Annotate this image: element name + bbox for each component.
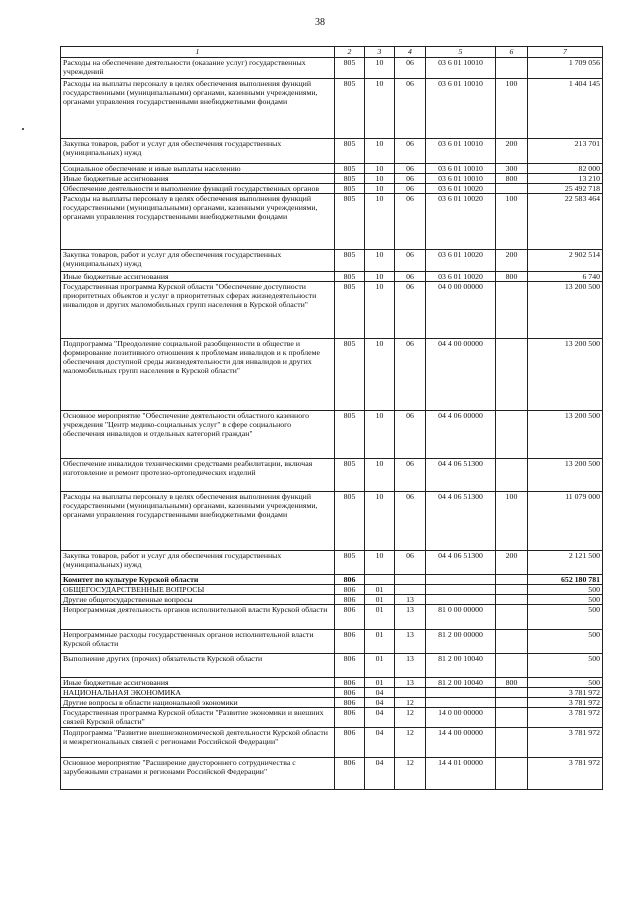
row-amount: 13 210 (528, 174, 603, 184)
row-subsection (395, 575, 426, 585)
row-ministry: 805 (335, 282, 365, 339)
row-expense-type: 800 (496, 272, 528, 282)
row-amount: 22 583 464 (528, 194, 603, 250)
table-row (61, 585, 603, 595)
row-expense-type (496, 654, 528, 678)
row-expense-type (496, 630, 528, 654)
row-name: Подпрограмма "Преодоление социальной разобщенности в обществе и формирование позитивного отношения к проблемам инвалидов и к проблеме обеспечения доступной среды жизнедеятельности для инвалидов и других маломобильных групп населения в Курской области" (61, 339, 335, 411)
row-expense-type (496, 184, 528, 194)
row-ministry: 805 (335, 272, 365, 282)
row-target: 03 6 01 10010 (426, 139, 496, 164)
header-cell: 5 (426, 47, 496, 58)
row-subsection: 06 (395, 164, 426, 174)
row-expense-type: 200 (496, 139, 528, 164)
row-section: 04 (365, 688, 395, 698)
row-ministry: 806 (335, 678, 365, 688)
header-cell: 2 (335, 47, 365, 58)
row-ministry: 805 (335, 250, 365, 272)
row-target: 03 6 01 10010 (426, 164, 496, 174)
row-amount: 25 492 718 (528, 184, 603, 194)
row-target: 04 0 00 00000 (426, 282, 496, 339)
row-expense-type (496, 688, 528, 698)
row-ministry: 806 (335, 758, 365, 790)
row-ministry: 806 (335, 654, 365, 678)
row-subsection: 13 (395, 595, 426, 605)
row-amount: 500 (528, 678, 603, 688)
row-section: 10 (365, 459, 395, 492)
row-section: 01 (365, 585, 395, 595)
table-row (61, 58, 603, 79)
row-amount: 500 (528, 595, 603, 605)
row-ministry: 805 (335, 164, 365, 174)
row-subsection: 12 (395, 698, 426, 708)
table-row (61, 194, 603, 250)
row-expense-type: 200 (496, 250, 528, 272)
row-ministry: 805 (335, 139, 365, 164)
row-section: 04 (365, 758, 395, 790)
row-section: 10 (365, 492, 395, 551)
row-name: Государственная программа Курской области "Развитие экономики и внешних связей Курской области" (61, 708, 335, 728)
row-name: Расходы на выплаты персоналу в целях обеспечения выполнения функций государственными (муниципальными) органами, казенными учреждениями, органами управления государственными внебюджетными фондами (61, 194, 335, 250)
row-subsection: 13 (395, 630, 426, 654)
row-name: Другие общегосударственные вопросы (61, 595, 335, 605)
row-expense-type: 100 (496, 194, 528, 250)
row-target: 04 4 00 00000 (426, 339, 496, 411)
row-target: 03 6 01 10010 (426, 58, 496, 79)
row-subsection: 06 (395, 282, 426, 339)
row-target: 03 6 01 10010 (426, 174, 496, 184)
header-cell: 6 (496, 47, 528, 58)
row-name: Иные бюджетные ассигнования (61, 174, 335, 184)
table-row (61, 184, 603, 194)
row-expense-type (496, 708, 528, 728)
row-name: Расходы на выплаты персоналу в целях обеспечения выполнения функций государственными (муниципальными) органами, казенными учреждениями, органами управления государственными внебюджетными фондами (61, 492, 335, 551)
row-target: 14 4 01 00000 (426, 758, 496, 790)
row-section: 10 (365, 139, 395, 164)
row-name: Выполнение других (прочих) обязательств Курской области (61, 654, 335, 678)
row-section: 10 (365, 174, 395, 184)
row-subsection: 13 (395, 678, 426, 688)
row-amount: 3 781 972 (528, 708, 603, 728)
row-name: Иные бюджетные ассигнования (61, 272, 335, 282)
row-name: Обеспечение инвалидов техническими средствами реабилитации, включая изготовление и ремонт протезно-ортопедических изделий (61, 459, 335, 492)
row-section: 04 (365, 708, 395, 728)
row-amount: 3 781 972 (528, 688, 603, 698)
row-expense-type: 800 (496, 678, 528, 688)
row-section: 10 (365, 250, 395, 272)
row-subsection: 12 (395, 728, 426, 758)
row-ministry: 806 (335, 708, 365, 728)
row-name: Основное мероприятие "Расширение двустороннего сотрудничества с зарубежными странами и регионами Российской Федерации" (61, 758, 335, 790)
row-expense-type (496, 595, 528, 605)
row-name: Другие вопросы в области национальной экономики (61, 698, 335, 708)
row-name: Социальное обеспечение и иные выплаты населению (61, 164, 335, 174)
row-name: Основное мероприятие "Обеспечение деятельности областного казенного учреждения "Центр медико-социальных услуг" в сфере социального обеспечения инвалидов и отдельных категорий граждан" (61, 411, 335, 459)
row-expense-type (496, 339, 528, 411)
table-row (61, 459, 603, 492)
table-row (61, 139, 603, 164)
row-name: Подпрограмма "Развитие внешнеэкономической деятельности Курской области и межрегиональных связей с регионами Российской Федерации" (61, 728, 335, 758)
row-name: НАЦИОНАЛЬНАЯ ЭКОНОМИКА (61, 688, 335, 698)
row-ministry: 806 (335, 575, 365, 585)
row-name: Закупка товаров, работ и услуг для обеспечения государственных (муниципальных) нужд (61, 139, 335, 164)
row-amount: 3 781 972 (528, 758, 603, 790)
row-ministry: 805 (335, 58, 365, 79)
row-name: Закупка товаров, работ и услуг для обеспечения государственных (муниципальных) нужд (61, 551, 335, 575)
table-row (61, 272, 603, 282)
row-section: 10 (365, 79, 395, 139)
row-section: 10 (365, 184, 395, 194)
row-subsection: 06 (395, 339, 426, 411)
row-target: 81 2 00 00000 (426, 630, 496, 654)
row-subsection: 06 (395, 139, 426, 164)
table-row (61, 411, 603, 459)
row-ministry: 806 (335, 585, 365, 595)
row-subsection: 06 (395, 58, 426, 79)
table-row (61, 595, 603, 605)
row-target: 04 4 06 51300 (426, 551, 496, 575)
row-subsection: 06 (395, 174, 426, 184)
table-row (61, 339, 603, 411)
row-target: 14 0 00 00000 (426, 708, 496, 728)
row-expense-type (496, 58, 528, 79)
row-section: 10 (365, 339, 395, 411)
row-expense-type (496, 411, 528, 459)
table-row (61, 758, 603, 790)
row-target: 81 2 00 10040 (426, 654, 496, 678)
row-section: 10 (365, 551, 395, 575)
row-target: 04 4 06 00000 (426, 411, 496, 459)
row-amount: 13 200 500 (528, 411, 603, 459)
row-target (426, 595, 496, 605)
row-section: 01 (365, 630, 395, 654)
row-amount: 1 709 056 (528, 58, 603, 79)
table-row (61, 492, 603, 551)
row-ministry: 805 (335, 492, 365, 551)
row-amount: 500 (528, 605, 603, 630)
header-cell: 1 (61, 47, 335, 58)
row-target: 03 6 01 10020 (426, 184, 496, 194)
row-amount: 13 200 500 (528, 459, 603, 492)
row-ministry: 805 (335, 174, 365, 184)
row-amount: 11 079 000 (528, 492, 603, 551)
row-section: 01 (365, 605, 395, 630)
row-target (426, 585, 496, 595)
table-row (61, 164, 603, 174)
row-amount: 3 781 972 (528, 698, 603, 708)
table-row (61, 605, 603, 630)
row-subsection: 06 (395, 551, 426, 575)
row-subsection (395, 688, 426, 698)
table-row (61, 282, 603, 339)
row-ministry: 806 (335, 605, 365, 630)
row-section: 10 (365, 194, 395, 250)
table-row (61, 654, 603, 678)
table-row-department (61, 575, 603, 585)
row-name: Непрограммная деятельность органов исполнительной власти Курской области (61, 605, 335, 630)
row-section: 10 (365, 282, 395, 339)
row-ministry: 805 (335, 184, 365, 194)
row-expense-type: 800 (496, 174, 528, 184)
row-ministry: 805 (335, 79, 365, 139)
row-target: 03 6 01 10020 (426, 272, 496, 282)
table-row (61, 728, 603, 758)
row-amount: 82 000 (528, 164, 603, 174)
row-amount: 2 121 500 (528, 551, 603, 575)
row-section: 04 (365, 728, 395, 758)
scan-speck (22, 128, 24, 130)
table-row (61, 79, 603, 139)
row-subsection: 06 (395, 79, 426, 139)
row-amount: 3 781 972 (528, 728, 603, 758)
row-section: 01 (365, 654, 395, 678)
row-amount: 2 902 514 (528, 250, 603, 272)
row-section: 10 (365, 164, 395, 174)
row-amount: 13 200 500 (528, 339, 603, 411)
row-ministry: 805 (335, 459, 365, 492)
row-section: 04 (365, 698, 395, 708)
row-target: 14 4 00 00000 (426, 728, 496, 758)
row-name: Государственная программа Курской области "Обеспечение доступности приоритетных объектов и услуг в приоритетных сферах жизнедеятельности инвалидов и других маломобильных групп населения в Курской области" (61, 282, 335, 339)
row-subsection: 06 (395, 459, 426, 492)
row-subsection: 13 (395, 605, 426, 630)
row-subsection: 06 (395, 250, 426, 272)
row-name: Закупка товаров, работ и услуг для обеспечения государственных (муниципальных) нужд (61, 250, 335, 272)
row-ministry: 805 (335, 194, 365, 250)
row-ministry: 806 (335, 728, 365, 758)
row-section: 10 (365, 272, 395, 282)
row-section: 10 (365, 58, 395, 79)
row-amount: 13 200 500 (528, 282, 603, 339)
row-target: 03 6 01 10020 (426, 250, 496, 272)
row-expense-type (496, 585, 528, 595)
row-subsection: 13 (395, 654, 426, 678)
header-cell: 4 (395, 47, 426, 58)
row-expense-type: 300 (496, 164, 528, 174)
table-row (61, 678, 603, 688)
row-expense-type (496, 575, 528, 585)
row-amount: 500 (528, 585, 603, 595)
row-expense-type (496, 758, 528, 790)
row-name: Комитет по культуре Курской области (61, 575, 335, 585)
row-target: 04 4 06 51300 (426, 492, 496, 551)
row-section: 01 (365, 678, 395, 688)
row-subsection: 06 (395, 492, 426, 551)
row-amount: 6 740 (528, 272, 603, 282)
row-name: Непрограммные расходы государственных органов исполнительной власти Курской области (61, 630, 335, 654)
table-row (61, 250, 603, 272)
row-expense-type: 100 (496, 79, 528, 139)
row-name: Иные бюджетные ассигнования (61, 678, 335, 688)
row-ministry: 806 (335, 698, 365, 708)
row-target: 04 4 06 51300 (426, 459, 496, 492)
row-subsection: 12 (395, 758, 426, 790)
row-expense-type (496, 728, 528, 758)
row-amount: 652 180 781 (528, 575, 603, 585)
row-section (365, 575, 395, 585)
row-target (426, 698, 496, 708)
row-name: ОБЩЕГОСУДАРСТВЕННЫЕ ВОПРОСЫ (61, 585, 335, 595)
row-ministry: 805 (335, 411, 365, 459)
row-target: 81 2 00 10040 (426, 678, 496, 688)
table-row (61, 551, 603, 575)
header-row (61, 47, 603, 58)
table-row (61, 630, 603, 654)
row-target: 81 0 00 00000 (426, 605, 496, 630)
row-ministry: 805 (335, 339, 365, 411)
row-ministry: 805 (335, 551, 365, 575)
row-amount: 1 404 145 (528, 79, 603, 139)
row-name: Расходы на обеспечение деятельности (оказание услуг) государственных учреждений (61, 58, 335, 79)
row-expense-type (496, 698, 528, 708)
row-target: 03 6 01 10020 (426, 194, 496, 250)
row-expense-type (496, 282, 528, 339)
row-subsection: 06 (395, 194, 426, 250)
row-target (426, 575, 496, 585)
row-subsection: 06 (395, 272, 426, 282)
row-expense-type: 200 (496, 551, 528, 575)
table-row (61, 174, 603, 184)
table-row (61, 708, 603, 728)
budget-table (60, 46, 603, 790)
row-subsection: 06 (395, 411, 426, 459)
row-ministry: 806 (335, 630, 365, 654)
row-subsection (395, 585, 426, 595)
row-section: 10 (365, 411, 395, 459)
row-name: Обеспечение деятельности и выполнение функций государственных органов (61, 184, 335, 194)
row-expense-type (496, 605, 528, 630)
header-cell: 3 (365, 47, 395, 58)
row-name: Расходы на выплаты персоналу в целях обеспечения выполнения функций государственными (муниципальными) органами, казенными учреждениями, органами управления государственными внебюджетными фондами (61, 79, 335, 139)
row-ministry: 806 (335, 595, 365, 605)
table-row (61, 698, 603, 708)
row-amount: 500 (528, 654, 603, 678)
row-section: 01 (365, 595, 395, 605)
row-expense-type (496, 459, 528, 492)
row-ministry: 806 (335, 688, 365, 698)
header-cell: 7 (528, 47, 603, 58)
row-target: 03 6 01 10010 (426, 79, 496, 139)
row-amount: 213 701 (528, 139, 603, 164)
row-expense-type: 100 (496, 492, 528, 551)
table-row (61, 688, 603, 698)
row-subsection: 06 (395, 184, 426, 194)
row-target (426, 688, 496, 698)
row-amount: 500 (528, 630, 603, 654)
row-subsection: 12 (395, 708, 426, 728)
page-number: 38 (315, 17, 325, 28)
